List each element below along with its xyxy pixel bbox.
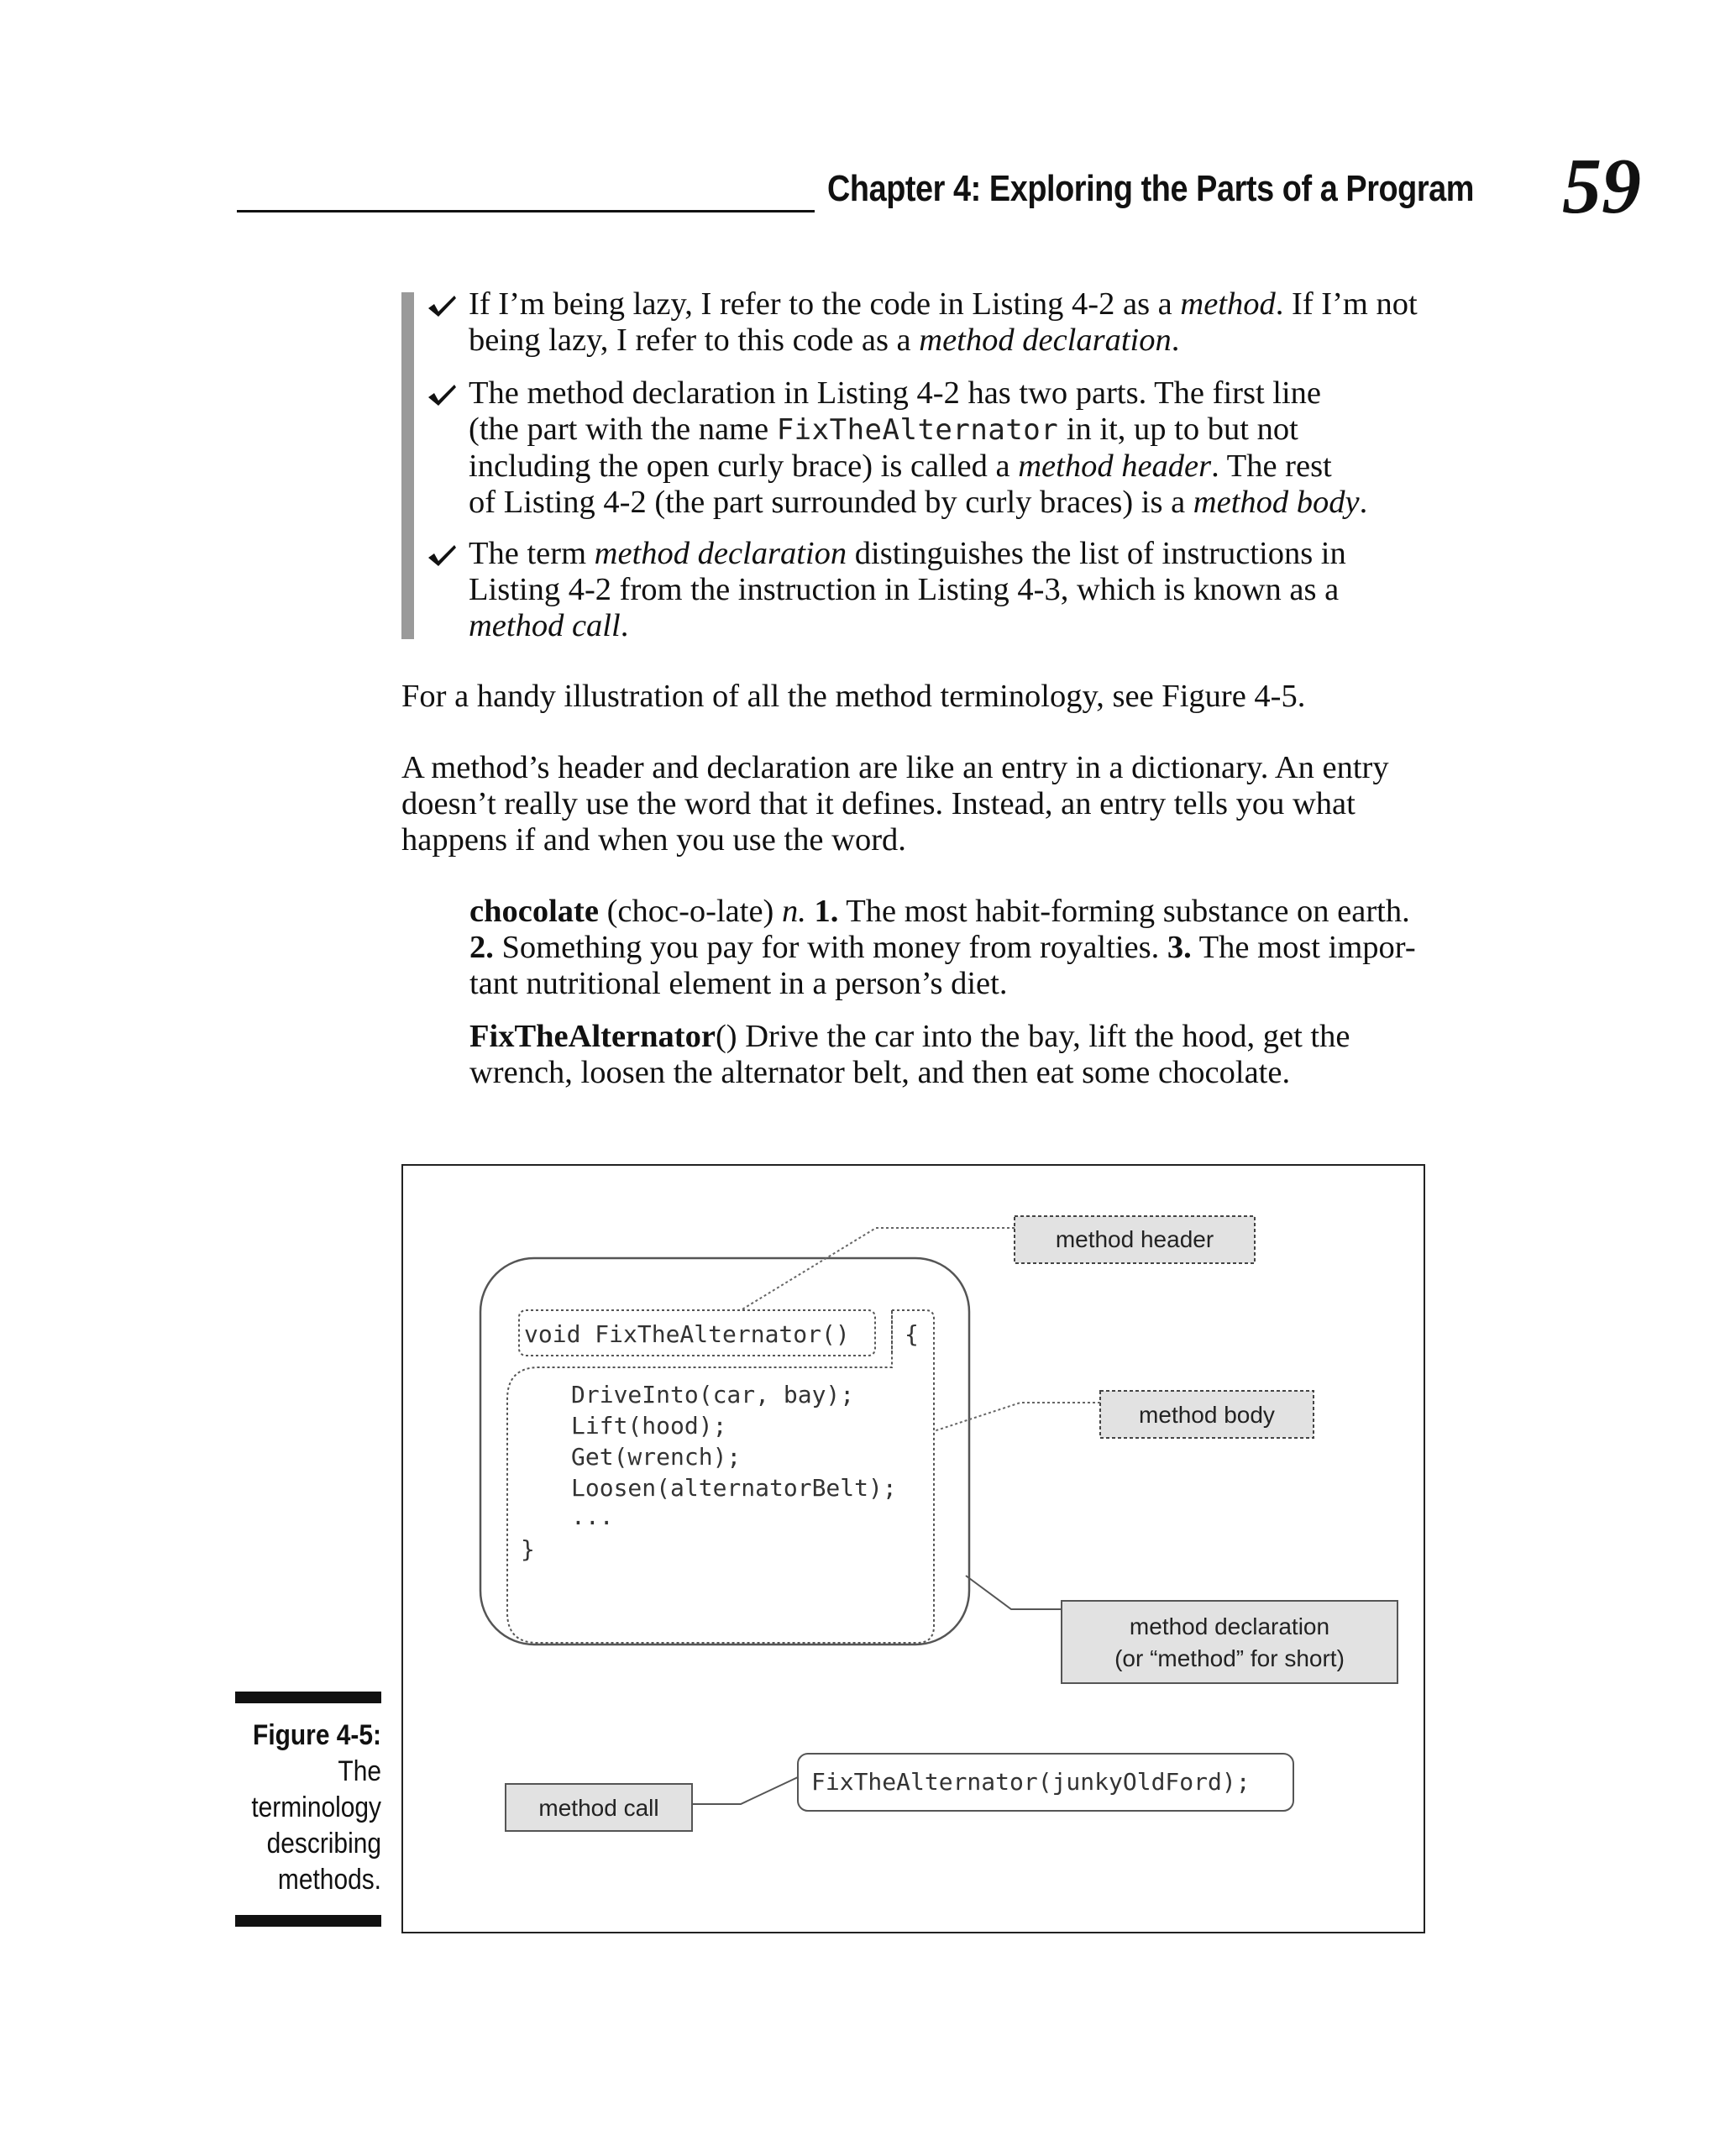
text-run: of Listing 4-2 (the part surrounded by curly braces) is a: [469, 485, 1193, 520]
connector-line: [692, 1777, 798, 1804]
text-line: [469, 375, 1476, 412]
connector-line: [934, 1403, 1100, 1431]
paragraph: For a handy illustration of all the method terminology, see Figure 4-5.: [401, 679, 1306, 714]
text-run: The method declaration in Listing 4-2 has two parts. The first line: [469, 375, 1322, 411]
caption-line: methods.: [277, 1864, 381, 1896]
text-line: [469, 536, 1476, 572]
text-run: n.: [781, 894, 806, 929]
code-body-line: Get(wrench);: [571, 1443, 742, 1471]
text-run: method declaration: [919, 323, 1172, 358]
text-run: Listing 4-2 from the instruction in Listing 4-3, which is known as a: [469, 572, 1340, 607]
text-line: [469, 572, 1476, 608]
label-method-header: method header: [1055, 1226, 1214, 1252]
text-line: [469, 930, 1511, 966]
text-run: method body: [1193, 485, 1360, 520]
label-method-declaration: method declaration: [1129, 1613, 1330, 1639]
label-method-body: method body: [1139, 1402, 1275, 1428]
text-line: [469, 412, 1476, 449]
chapter-title: Chapter 4: Exploring the Parts of a Program: [827, 168, 1475, 209]
caption-line: describing: [266, 1828, 381, 1860]
caption-rule-top: [235, 1692, 381, 1703]
text-run: being lazy, I refer to this code as a: [469, 323, 920, 358]
text-run: . If I’m not: [1275, 286, 1418, 322]
bullet-item: [427, 536, 1476, 644]
text-run: .: [1359, 485, 1368, 520]
text-line: [469, 485, 1476, 521]
text-run: The most impor-: [1191, 930, 1416, 965]
text-run: including the open curly brace) is called a: [469, 449, 1019, 484]
code-open-brace: {: [905, 1320, 919, 1348]
bullet-text: [469, 286, 1476, 359]
label-method-declaration-note: (or “method” for short): [1114, 1645, 1345, 1671]
text-run: Something you pay for with money from royalties.: [493, 930, 1167, 965]
caption-rule-bottom: [235, 1915, 381, 1927]
page-number: 59: [1562, 143, 1641, 230]
checkmark-icon: [427, 293, 457, 318]
text-line: [469, 894, 1511, 930]
text-line: [469, 286, 1476, 323]
code-body-line: DriveInto(car, bay);: [571, 1381, 855, 1408]
text-run: The most habit-forming substance on earth.: [838, 894, 1410, 929]
text-run: FixTheAlternator: [776, 413, 1059, 447]
text-run: FixTheAlternator: [469, 1019, 716, 1054]
text-run: tant nutritional element in a person’s diet.: [469, 966, 1008, 1001]
text-line: [469, 966, 1511, 1002]
text-run: (the part with the name: [469, 412, 777, 447]
text-run: method header: [1018, 449, 1212, 484]
bullet-item: [427, 375, 1476, 521]
text-run: method call: [469, 608, 621, 643]
text-line: [469, 449, 1476, 485]
code-body-line: Loosen(alternatorBelt);: [571, 1474, 897, 1502]
checkmark-icon: [427, 543, 457, 568]
text-run: chocolate: [469, 894, 599, 929]
header-rule: [237, 210, 815, 212]
caption-label: Figure 4-5:: [253, 1719, 381, 1751]
text-run: .: [620, 608, 629, 643]
code-body-line: Lift(hood);: [571, 1412, 727, 1440]
text-line: [469, 608, 1476, 644]
text-line: [469, 323, 1476, 359]
caption-line: The: [338, 1755, 381, 1787]
text-run: 3.: [1167, 930, 1192, 965]
figure-frame: [401, 1164, 1425, 1933]
text-run: . The rest: [1211, 449, 1332, 484]
dictionary-entry: [469, 894, 1511, 1002]
code-header: void FixTheAlternator(): [524, 1320, 850, 1348]
bullet-item: [427, 286, 1476, 359]
connector-line: [741, 1228, 1015, 1310]
text-run: distinguishes the list of instructions in: [847, 536, 1346, 571]
caption-line: terminology: [251, 1791, 381, 1823]
checkmark-icon: [427, 382, 457, 407]
text-run: in it, up to but not: [1058, 412, 1298, 447]
call-code: FixTheAlternator(junkyOldFord);: [811, 1768, 1251, 1796]
text-line: [469, 1055, 1511, 1091]
text-run: The term: [469, 536, 595, 571]
paragraph: A method’s header and declaration are like an entry in a dictionary. An entry doesn’t really use the word that it defines. Instead, an entry tells you what happens if and when you use the word.: [401, 750, 1389, 858]
bullet-text: [469, 375, 1476, 521]
method-terminology-diagram: [403, 1166, 1424, 1932]
text-run: method: [1180, 286, 1276, 322]
text-run: method declaration: [594, 536, 847, 571]
text-run: If I’m being lazy, I refer to the code in Listing 4-2 as a: [469, 286, 1181, 322]
bullet-text: [469, 536, 1476, 644]
text-run: 1.: [814, 894, 839, 929]
text-line: [469, 1019, 1511, 1055]
text-run: wrench, loosen the alternator belt, and then eat some chocolate.: [469, 1055, 1291, 1090]
text-run: .: [1171, 323, 1180, 358]
code-body-line: ...: [571, 1503, 614, 1530]
sidebar-bar: [401, 292, 414, 639]
connector-line: [966, 1576, 1062, 1609]
text-run: (choc-o-late): [598, 894, 782, 929]
dictionary-entry: [469, 1019, 1511, 1091]
label-method-call: method call: [538, 1795, 659, 1821]
code-close-brace: }: [521, 1535, 535, 1563]
text-run: 2.: [469, 930, 494, 965]
figure-caption: [210, 1718, 381, 1898]
text-run: () Drive the car into the bay, lift the hood, get the: [715, 1019, 1350, 1054]
